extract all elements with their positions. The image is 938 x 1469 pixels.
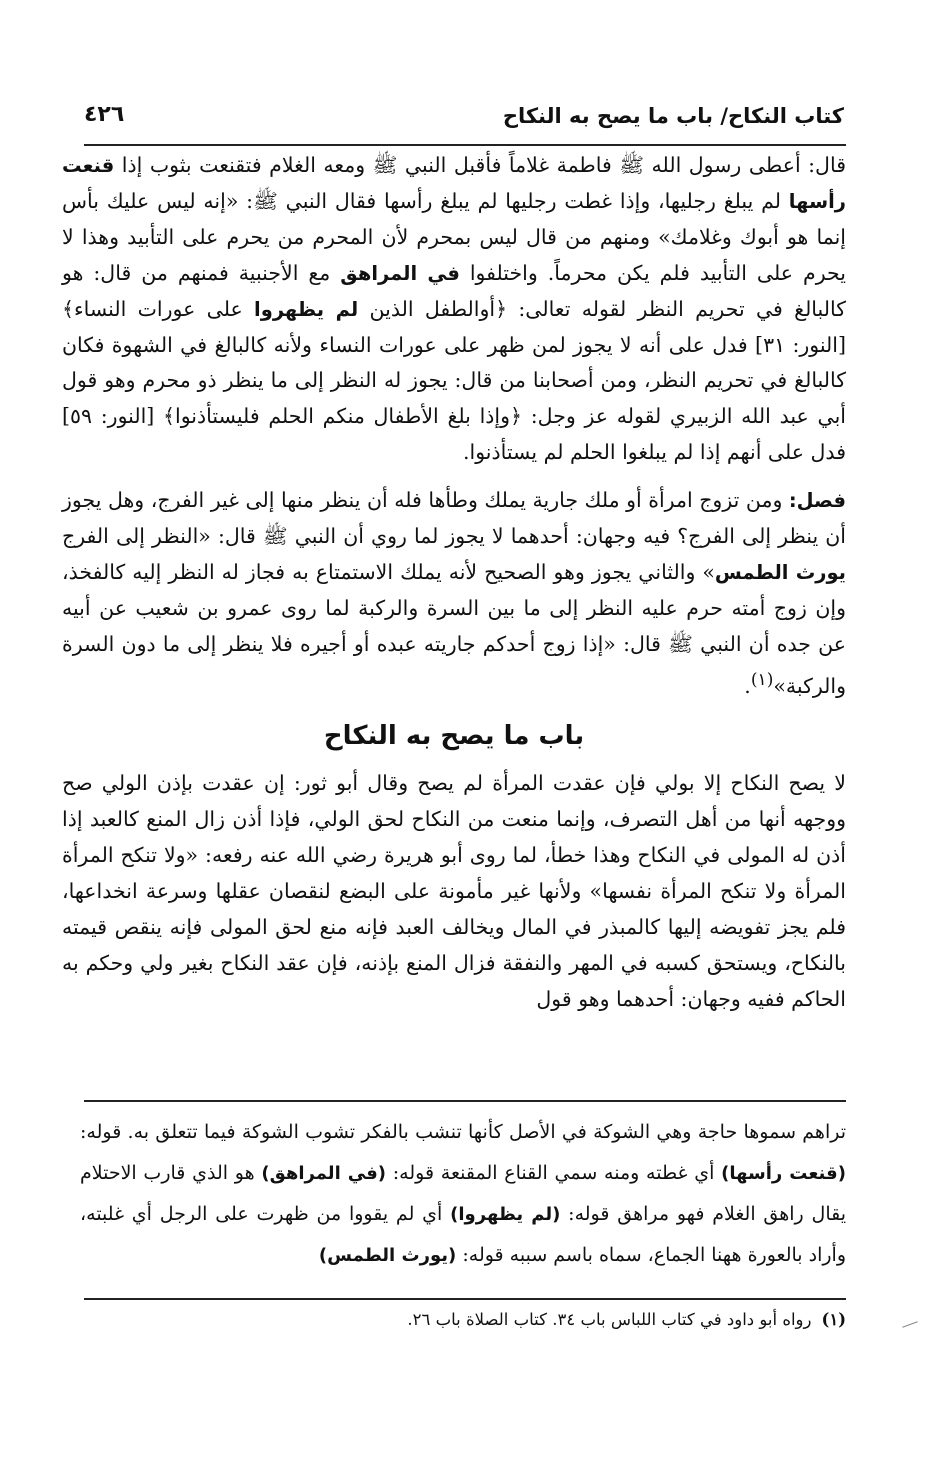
footnote-reference[interactable]: (١): [750, 669, 774, 690]
paragraph-1: [62, 148, 846, 471]
gloss-term: (لم يظهروا): [450, 1204, 561, 1225]
footnote-text: رواه أبو داود في كتاب اللباس باب ٣٤. كتاب الصلاة باب ٢٦.: [407, 1310, 812, 1329]
footnote-separator: [84, 1298, 846, 1300]
gloss-term: (في المراهق): [261, 1163, 387, 1184]
gloss-separator: [84, 1100, 846, 1102]
gloss-commentary: [80, 1112, 846, 1276]
gloss-paragraph: [80, 1112, 846, 1276]
main-text: [62, 148, 846, 1018]
section-label: فصل:: [788, 489, 846, 513]
text-run: لم يبلغ رجليها، وإذا غطت رجليها لم يبلغ رأسها فقال النبي ﷺ: «إنه ليس عليك بأس إنما هو أبوك وغلامك» ومنهم من قال ليس بمحرم لأن المحرم من يحرم على التأبيد وهذا لا يحرم على التأبيد فلم يكن محرماً. واختلفوا: [62, 188, 846, 285]
text-run: ومن تزوج امرأة أو ملك جارية يملك وطأها فله أن ينظر منها إلى غير الفرج، وهل يجوز أن ينظر إلى الفرج؟ فيه وجهان: أحدهما لا يجوز لما روي أن النبي ﷺ قال: «النظر إلى الفرج: [62, 488, 846, 549]
bold-term: في المراهق: [340, 261, 460, 285]
page-number: ٤٢٦: [84, 102, 125, 127]
bold-term: قنعت رأسها: [62, 154, 846, 213]
text-run: قال: أعطى رسول الله ﷺ فاطمة غلاماً فأقبل النبي ﷺ ومعه الغلام فتقنعت بثوب إذا: [114, 153, 846, 177]
text-run: تراهم سموها حاجة وهي الشوكة في الأصل كأنها تنشب بالفكر تشوب الشوكة فيما تتعلق به. قوله:: [80, 1121, 846, 1143]
text-run: مع الأجنبية فمنهم من قال: هو كالبالغ في تحريم النظر لقوله تعالى: ﴿أوالطفل الذين: [62, 260, 846, 321]
text-run: » والثاني يجوز وهو الصحيح لأنه يملك الاستمتاع به فجاز له النظر إليه كالفخذ، وإن زوج أمته حرم عليه النظر إلى ما بين السرة والركبة لما روى عمرو بن شعيب عن أبيه عن جده أن النبي ﷺ قال: «إذا زوج أحدكم جاريته عبده أو أجيره فلا ينظر إلى ما دون السرة والركبة»: [62, 559, 846, 698]
header-title: كتاب النكاح/ باب ما يصح به النكاح: [502, 104, 844, 128]
paragraph-2: [62, 483, 846, 704]
header-rule: [84, 144, 846, 146]
text-run: أي غطته ومنه سمي القناع المقنعة قوله:: [386, 1162, 722, 1184]
bold-term: يورث الطمس: [714, 560, 846, 584]
section-heading: باب ما يصح به النكاح: [323, 721, 585, 752]
scan-mark: [902, 1321, 917, 1327]
text-run: .: [744, 673, 751, 698]
text-run: على عورات النساء﴾ [النور: ٣١] فدل على أنه لا يجوز لمن ظهر على عورات النساء ولأنه كالبالغ في الشهوة فكان كالبالغ في تحريم النظر، ومن أصحابنا من قال: يجوز له النظر إلى ما ينظر ذو محرم وهو قول أبي عبد الله الزبيري لقوله عز وجل: ﴿وإذا بلغ الأطفال منكم الحلم فليستأذنوا﴾ [النور: ٥٩] فدل على أنهم إذا لم يبلغوا الحلم لم يستأذنوا.: [62, 296, 846, 465]
gloss-term: (قنعت رأسها): [721, 1163, 846, 1184]
text-run: هو الذي قارب الاحتلام يقال راهق الغلام فهو مراهق قوله:: [80, 1162, 847, 1225]
running-header: [84, 104, 844, 144]
paragraph-3: لا يصح النكاح إلا بولي فإن عقدت المرأة لم يصح وقال أبو ثور: إن عقدت بإذن الولي صح ووجهه أنها من أهل التصرف، وإنما منعت من النكاح لحق الولي، فإذا أذن زال المنع كالعبد إذا أذن له المولى في النكاح وهذا خطأ، لما روى أبو هريرة رضي الله عنه رفعه: «ولا تنكح المرأة المرأة ولا تنكح المرأة نفسها» ولأنها غير مأمونة على البضع لنقصان عقلها وسرعة انخداعها، فلم يجز تفويضه إليها كالمبذر في المال ويخالف العبد فإنه منع لحق المولى فإنه ينقص قيمته بالنكاح، ويستحق كسبه في المهر والنفقة فزال المنع بإذنه، فإن عقد النكاح بغير ولي وحكم به الحاكم ففيه وجهان: أحدهما وهو قول: [62, 771, 846, 1011]
text-run: أي لم يقووا من ظهرت على الرجل أي غلبته، وأراد بالعورة ههنا الجماع، سماه باسم سببه قوله:: [80, 1203, 846, 1266]
gloss-term: (يورث الطمس): [318, 1245, 457, 1266]
bold-term: لم يظهروا: [254, 297, 359, 321]
footnote-marker: (١): [821, 1310, 846, 1329]
footnote: [84, 1306, 846, 1334]
